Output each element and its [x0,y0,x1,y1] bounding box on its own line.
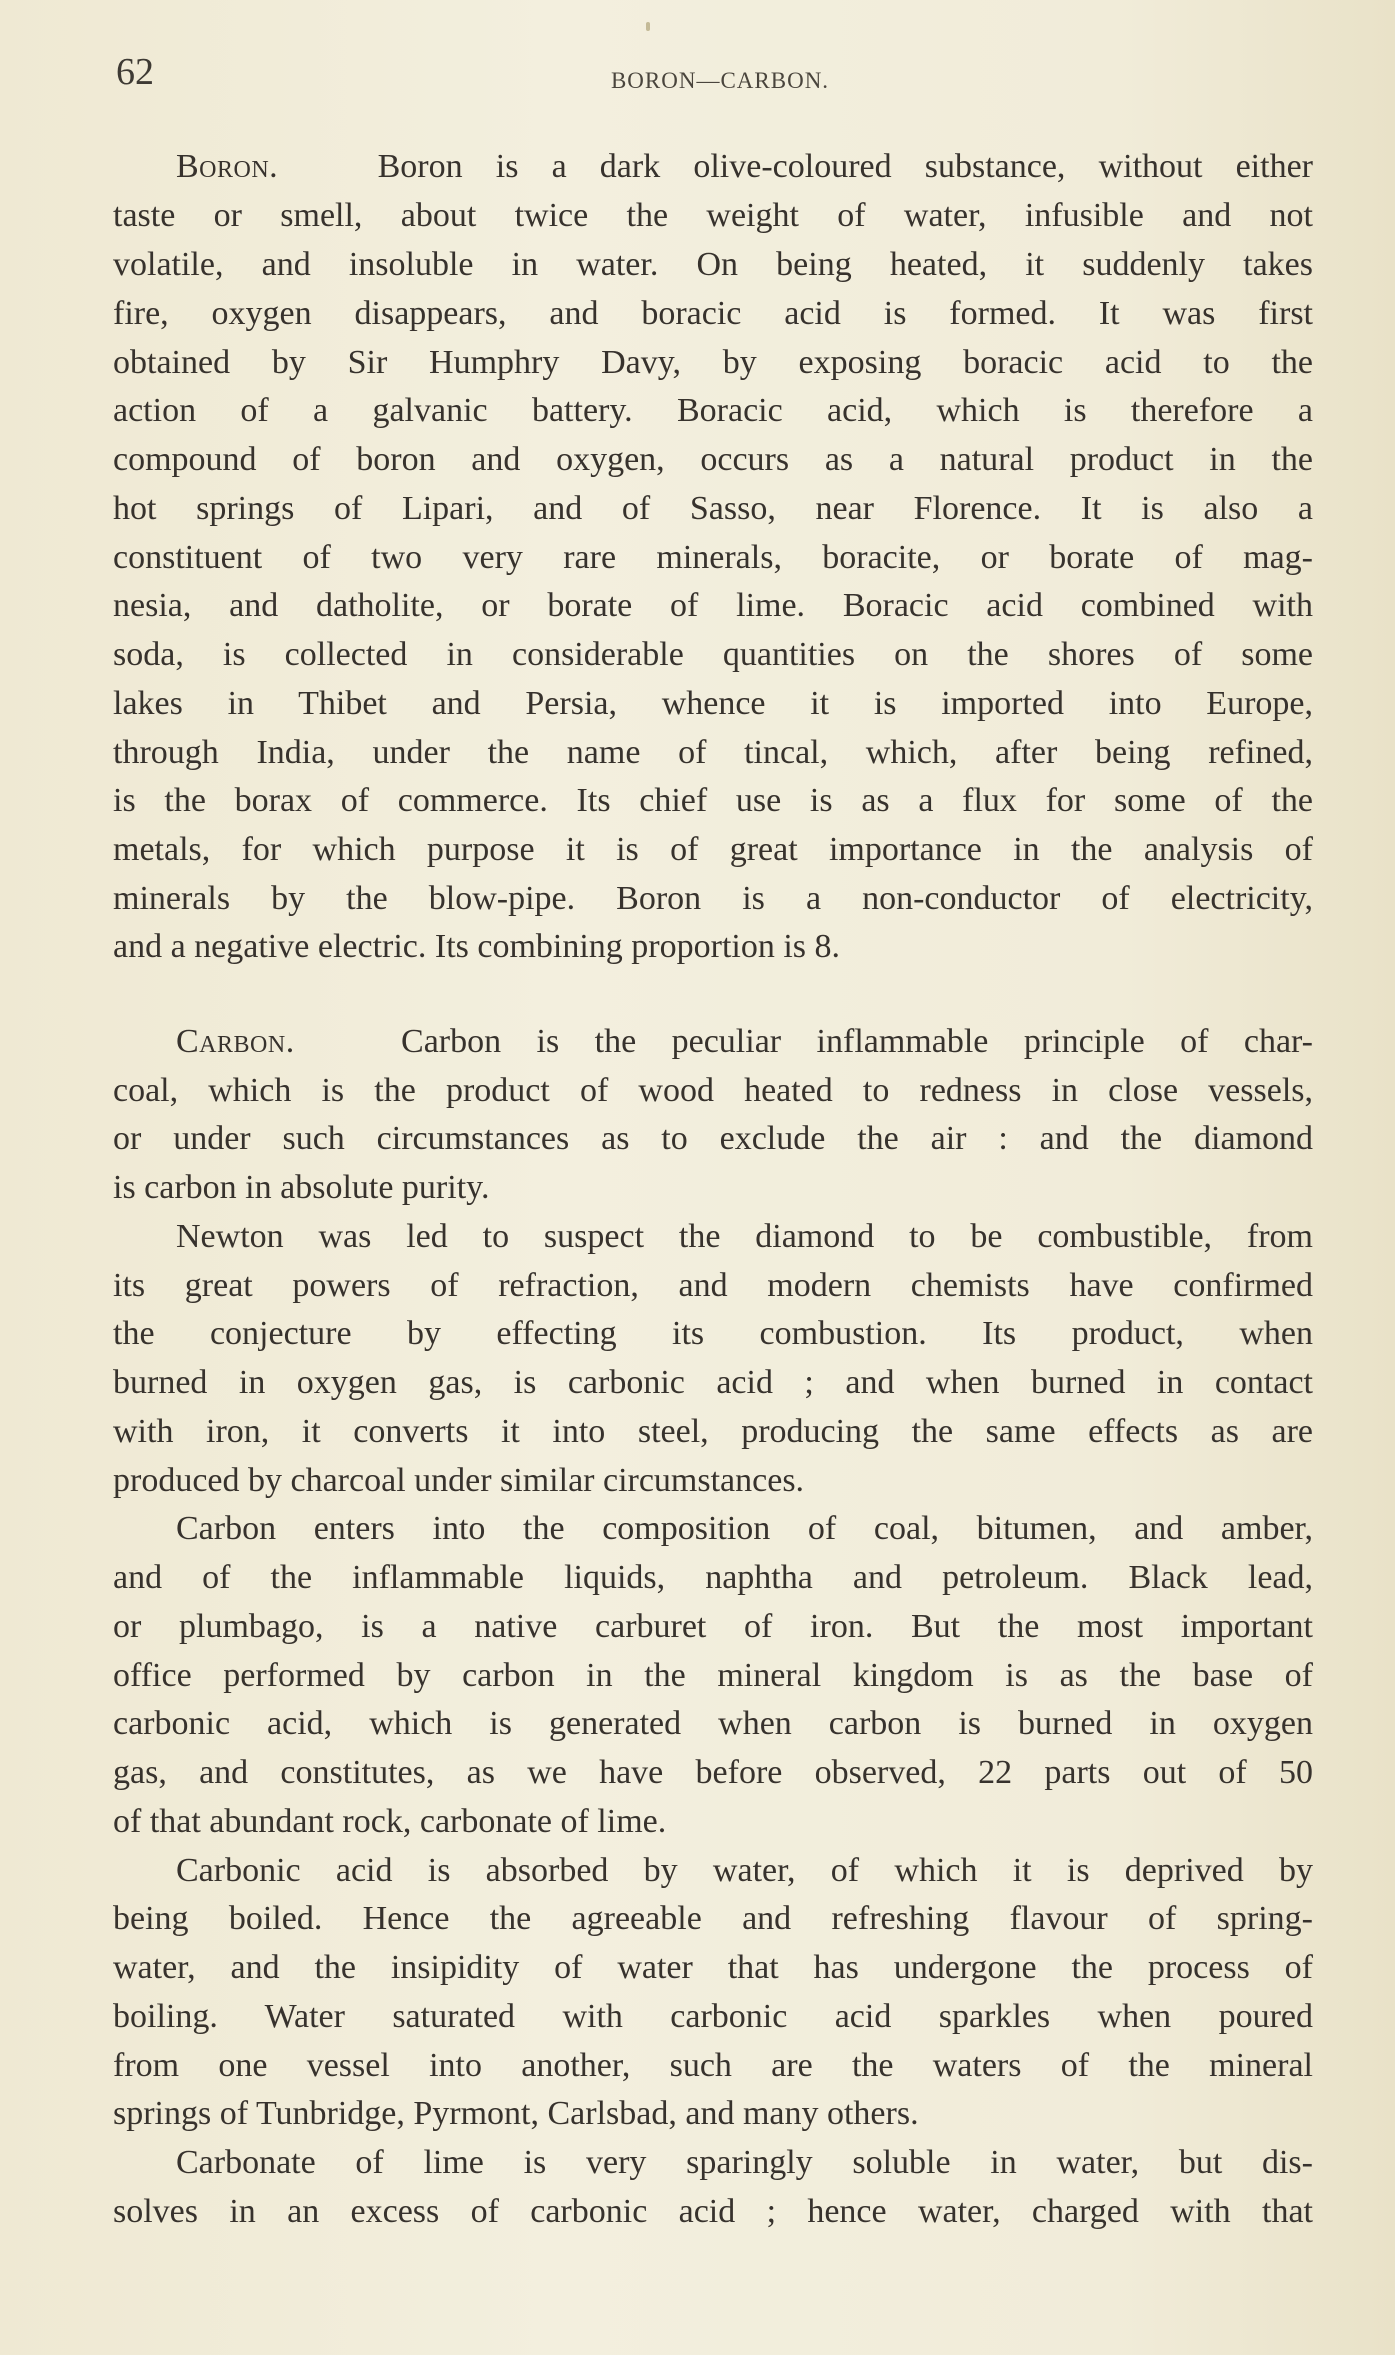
scan-speck [646,22,650,31]
text-line: taste or smell, about twice the weight of water, infusible and not [113,197,1313,234]
text-line: and a negative electric. Its combining proportion is 8. [113,928,841,965]
text-line: nesia, and datholite, or borate of lime. Boracic acid combined with [113,587,1313,624]
text-line: produced by charcoal under similar circumstances. [113,1462,805,1499]
text-line: obtained by Sir Humphry Davy, by exposing boracic acid to the [113,344,1313,381]
text-line: lakes in Thibet and Persia, whence it is imported into Europe, [113,685,1313,722]
text-line: action of a galvanic battery. Boracic acid, which is therefore a [113,392,1313,429]
text-line: or under such circumstances as to exclude the air : and the diamond [113,1120,1313,1157]
text-line: being boiled. Hence the agreeable and refreshing flavour of spring- [113,1900,1313,1937]
text-line: minerals by the blow-pipe. Boron is a non-conductor of electricity, [113,880,1313,917]
text-line: Carbonic acid is absorbed by water, of which it is deprived by [176,1852,1313,1889]
text-line: from one vessel into another, such are the waters of the mineral [113,2047,1313,2084]
text-line: hot springs of Lipari, and of Sasso, near Florence. It is also a [113,490,1313,527]
running-title: BORON—CARBON. [610,68,830,93]
text-line: coal, which is the product of wood heated to redness in close vessels, [113,1072,1313,1109]
text-line: fire, oxygen disappears, and boracic acid is formed. It was first [113,295,1313,332]
text-line: solves in an excess of carbonic acid ; hence water, charged with that [113,2193,1313,2230]
text-line: boiling. Water saturated with carbonic acid sparkles when poured [113,1998,1313,2035]
text-line: Boron. Boron is a dark olive-coloured substance, without either [176,148,1313,185]
text-line: springs of Tunbridge, Pyrmont, Carlsbad, and many others. [113,2095,919,2132]
text-line: through India, under the name of tincal, which, after being refined, [113,734,1313,771]
section-heading: Carbon. [176,1023,295,1060]
text-line: gas, and constitutes, as we have before observed, 22 parts out of 50 [113,1754,1313,1791]
text-line: compound of boron and oxygen, occurs as a natural product in the [113,441,1313,478]
text-line: Carbon enters into the composition of coal, bitumen, and amber, [176,1510,1313,1547]
text-line: and of the inflammable liquids, naphtha and petroleum. Black lead, [113,1559,1313,1596]
text-line: Newton was led to suspect the diamond to be combustible, from [176,1218,1313,1255]
section-heading: Boron. [176,148,279,185]
text-line: constituent of two very rare minerals, boracite, or borate of mag- [113,539,1313,576]
text-line: Carbonate of lime is very sparingly soluble in water, but dis- [176,2144,1313,2181]
text-line: its great powers of refraction, and modern chemists have confirmed [113,1267,1313,1304]
page-number: 62 [116,51,154,93]
text-line: volatile, and insoluble in water. On being heated, it suddenly takes [113,246,1313,283]
text-line: is carbon in absolute purity. [113,1169,490,1206]
text-line: with iron, it converts it into steel, producing the same effects as are [113,1413,1313,1450]
text-line: soda, is collected in considerable quantities on the shores of some [113,636,1313,673]
text-line: water, and the insipidity of water that has undergone the process of [113,1949,1313,1986]
text-line: burned in oxygen gas, is carbonic acid ; and when burned in contact [113,1364,1313,1401]
text-line: of that abundant rock, carbonate of lime. [113,1803,667,1840]
text-line: is the borax of commerce. Its chief use is as a flux for some of the [113,782,1313,819]
text-line: carbonic acid, which is generated when carbon is burned in oxygen [113,1705,1313,1742]
text-line: the conjecture by effecting its combustion. Its product, when [113,1315,1313,1352]
text-line: or plumbago, is a native carburet of iron. But the most important [113,1608,1313,1645]
text-line: Carbon. Carbon is the peculiar inflammable principle of char- [176,1023,1313,1060]
text-line: metals, for which purpose it is of great importance in the analysis of [113,831,1313,868]
text-line: office performed by carbon in the mineral kingdom is as the base of [113,1657,1313,1694]
